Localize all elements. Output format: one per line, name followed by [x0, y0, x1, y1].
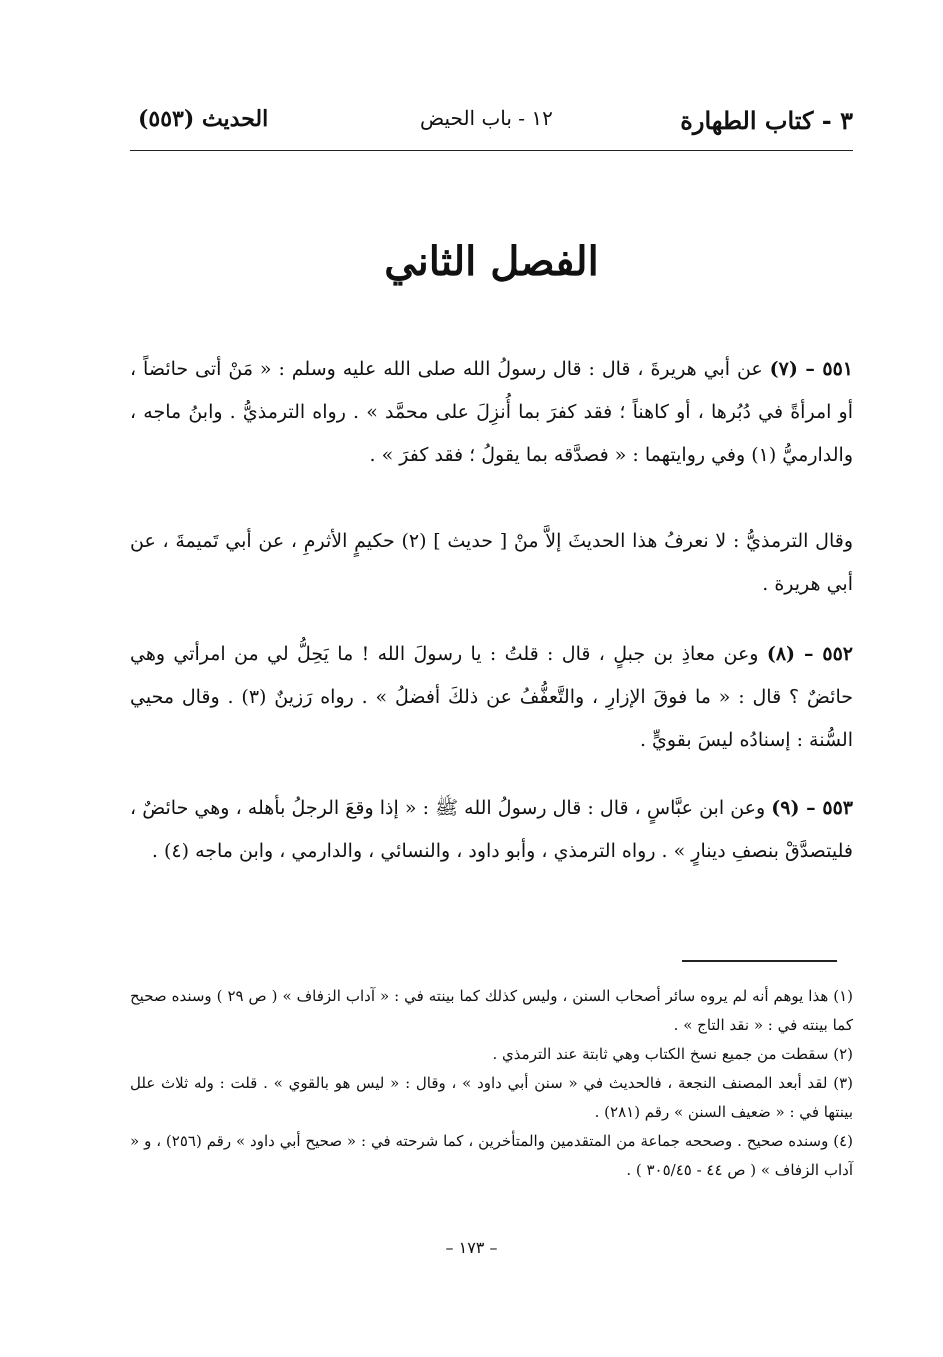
footnote-4: (٤) وسنده صحيح . وصححه جماعة من المتقدمين والمتأخرين ، كما شرحته في : « صحيح أبي داود » رقم (٢٥٦) ، و « آداب الزفاف » ( ص ٤٤ - ٣٠٥/٤٥ ) . [130, 1132, 854, 1179]
footnotes-list [130, 982, 853, 1185]
hadith-551-text: عن أبي هريرةَ ، قال : قال رسولُ الله صلى الله عليه وسلم : « مَنْ أتى حائضاً ، أو امرأةً في دُبُرها ، أو كاهناً ؛ فقد كفرَ بما أُنزِلَ على محمَّد » . رواه الترمذيُّ . وابنُ ماجه ، والدارميُّ (١) وفي روايتهما : « فصدَّقه بما يقولُ ؛ فقد كفرَ » . [130, 358, 853, 466]
hadith-553-text: وعن ابن عبَّاسٍ ، قال : قال رسولُ الله ﷺ : « إذا وقعَ الرجلُ بأهله ، وهي حائضٌ ، فليتصدَّقْ بنصفِ دينارٍ » . رواه الترمذي ، وأبو داود ، والنسائي ، والدارمي ، وابن ماجه (٤) . [130, 797, 853, 862]
section-title: الفصل الثاني [384, 238, 599, 285]
hadith-553-number: ٥٥٣ – (٩) [771, 797, 853, 819]
footnote-divider [682, 960, 837, 962]
footnote-1: (١) هذا يوهم أنه لم يروه سائر أصحاب السنن ، وليس كذلك كما بينته في : « آداب الزفاف » ( ص ٢٩ ) وسنده صحيح كما بينته في : « نقد التاج » . [130, 987, 853, 1034]
hadith-551 [130, 348, 853, 477]
header-hadith-range: الحديث (٥٥٣) [138, 106, 269, 132]
hadith-552-number: ٥٥٢ – (٨) [766, 643, 853, 665]
footnote-2: (٢) سقطت من جميع نسخ الكتاب وهي ثابتة عند الترمذي . [492, 1045, 853, 1063]
hadith-553 [130, 787, 853, 873]
hadith-552-text: وعن معاذِ بن جبلٍ ، قال : قلتُ : يا رسولَ الله ! ما يَحِلُّ لي من امرأتي وهي حائضٌ ؟ قال : « ما فوقَ الإزارِ ، والتَّعفُّفُ عن ذلكَ أفضلُ » . رواه رَزينٌ (٣) . وقال محيي السُّنة : إسنادُه ليسَ بقويٍّ . [130, 643, 854, 751]
footnote-3: (٣) لقد أبعد المصنف النجعة ، فالحديث في « سنن أبي داود » ، وقال : « ليس هو بالقوي » . قلت : وله ثلاث علل بينتها في : « ضعيف السنن » رقم (٢٨١) . [130, 1074, 853, 1121]
hadith-552 [130, 633, 853, 762]
header-book-title: ٣ - كتاب الطهارة [680, 106, 853, 135]
hadith-551-comment: وقال الترمذيُّ : لا نعرفُ هذا الحديثَ إلاَّ منْ [ حديث ] (٢) حكيمٍ الأثرمِ ، عن أبي تَميمةَ ، عن أبي هريرة . [130, 530, 853, 595]
running-header [130, 100, 853, 151]
page-number: – ١٧٣ – [445, 1238, 498, 1257]
header-chapter-title: ١٢ - باب الحيض [420, 106, 553, 130]
hadith-551-number: ٥٥١ – (٧) [769, 358, 853, 380]
